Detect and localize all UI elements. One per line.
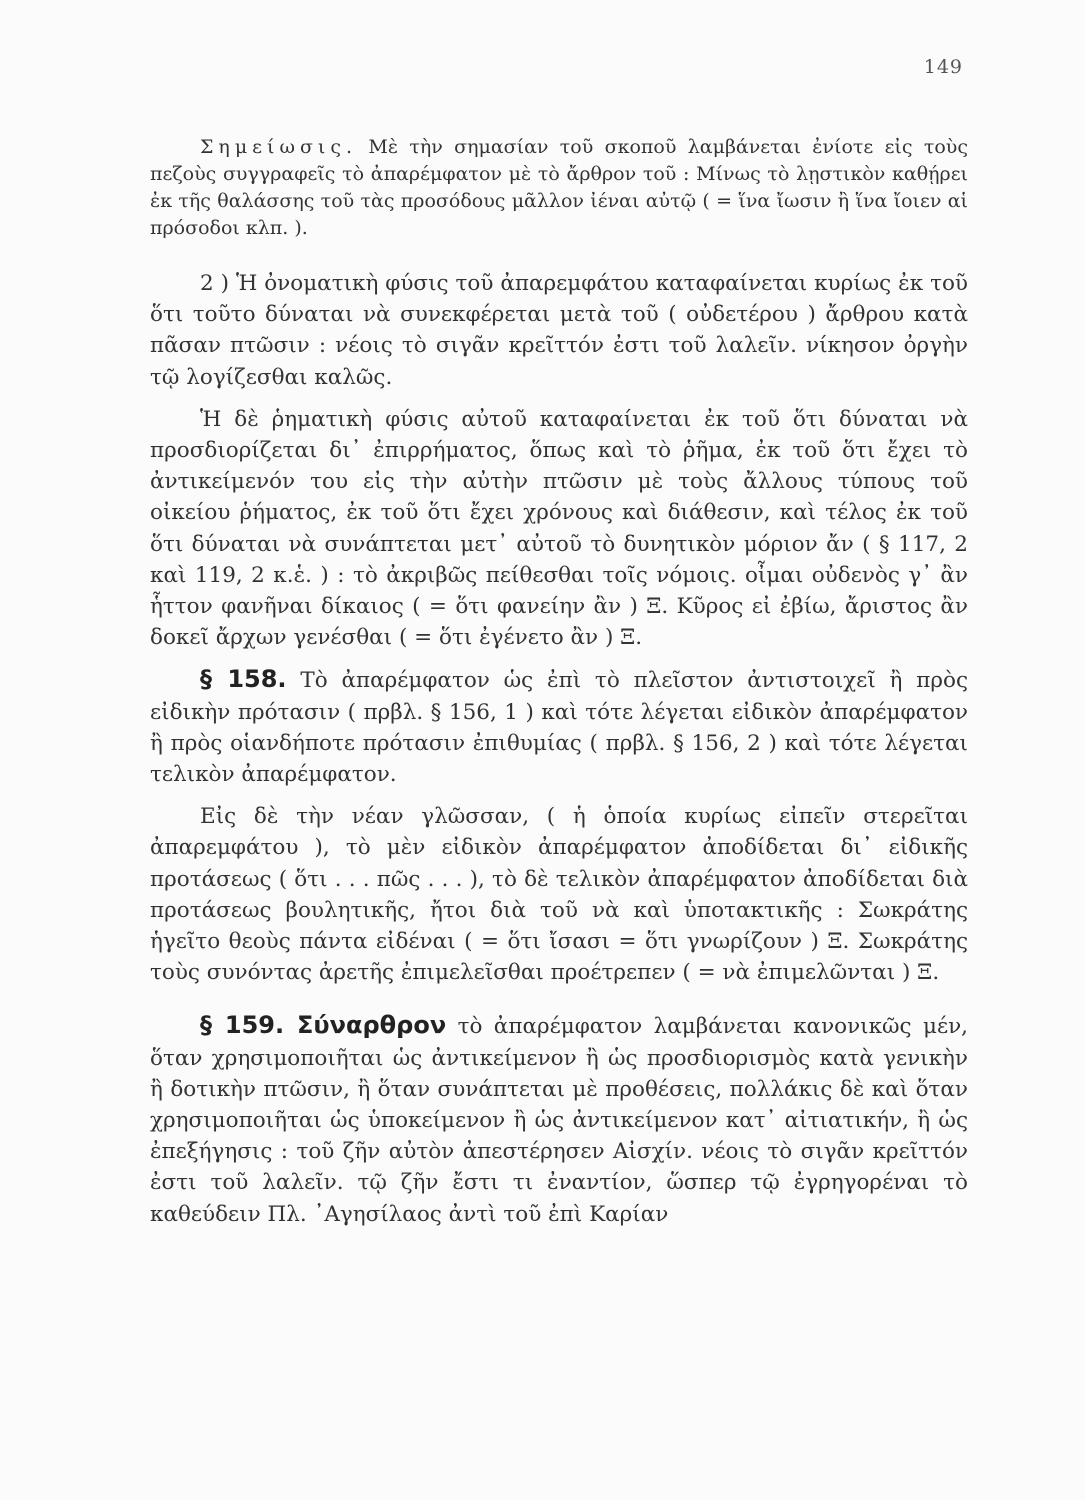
- paragraph-verbal-nature: Ἡ δὲ ῥηματικὴ φύσις αὐτοῦ καταφαίνεται ἐκ τοῦ ὅτι δύναται νὰ προσδιορίζεται δι᾽ ἐπιρρήματος, ὅπως καὶ τὸ ῥῆμα, ἐκ τοῦ ὅτι ἔχει τὸ ἀντικείμενόν του εἰς τὴν αὐτὴν πτῶσιν μὲ τοὺς ἄλλους τύπους τοῦ οἰκείου ῥήματος, ἐκ τοῦ ὅτι ἔχει χρόνους καὶ διάθεσιν, καὶ τέλος ἐκ τοῦ ὅτι δύναται νὰ συνάπτεται μετ᾽ αὐτοῦ τὸ δυνητικὸν μόριον ἄν ( § 117, 2 καὶ 119, 2 κ.ἑ. ) : τὸ ἀκριβῶς πείθεσθαι τοῖς νόμοις. οἶμαι οὐδενὸς γ᾽ ἂν ἧττον φανῆναι δίκαιος ( = ὅτι φανείην ἂν ) Ξ. Κῦρος εἰ ἐβίω, ἄριστος ἂν δοκεῖ ἄρχων γενέσθαι ( = ὅτι ἐγένετο ἂν ) Ξ.: [150, 406, 968, 651]
- note-label: Σημείωσις.: [200, 136, 358, 158]
- section-159-text: τὸ ἀπαρέμφατον λαμβάνεται κανονικῶς μέν, ὅταν χρησιμοποιῆται ὡς ἀντικείμενον ἢ ὡς προσδιορισμὸς κατὰ γενικὴν ἢ δοτικὴν πτῶσιν, ἢ ὅταν συνάπτεται μὲ προθέσεις, πολλάκις δὲ καὶ ὅταν χρησιμοποιῆται ὡς ὑποκείμενον ἢ ὡς ἀντικείμενον κατ᾽ αἰτιατικήν, ἢ ὡς ἐπεξήγησις : τοῦ ζῆν αὐτὸν ἀπεστέρησεν Αἰσχίν. νέοις τὸ σιγᾶν κρεῖττόν ἐστι τοῦ λαλεῖν. τῷ ζῆν ἔστι τι ἐναντίον, ὥσπερ τῷ ἐγρηγορέναι τὸ καθεύδειν Πλ. ᾿Αγησίλαος ἀντὶ τοῦ ἐπὶ Καρίαν: [150, 1014, 969, 1227]
- section-158-heading: § 158.: [200, 665, 287, 694]
- note-paragraph: [150, 134, 968, 242]
- section-159: [150, 1010, 968, 1229]
- section-159-heading: § 159. Σύναρθρον: [200, 1011, 447, 1040]
- section-158: [150, 664, 968, 790]
- text-body: [150, 134, 968, 1241]
- note-text: Μὲ τὴν σημασίαν τοῦ σκοποῦ λαμβάνεται ἐνίοτε εἰς τοὺς πεζοὺς συγγραφεῖς τὸ ἀπαρέμφατον μὲ τὸ ἄρθρον τοῦ : Μίνως τὸ λῃστικὸν καθῄρει ἐκ τῆς θαλάσσης τοῦ τὰς προσόδους μᾶλλον ἰέναι αὐτῷ ( = ἵνα ἴωσιν ἢ ἵνα ἴοιεν αἱ πρόσοδοι κλπ. ).: [150, 136, 968, 239]
- section-158-text: Τὸ ἀπαρέμφατον ὡς ἐπὶ τὸ πλεῖστον ἀντιστοιχεῖ ἢ πρὸς εἰδικὴν πρότασιν ( πρβλ. § 156, 1 ) καὶ τότε λέγεται εἰδικὸν ἀπαρέμφατον ἢ πρὸς οἱανδήποτε πρότασιν ἐπιθυμίας ( πρβλ. § 156, 2 ) καὶ τότε λέγεται τελικὸν ἀπαρέμφατον.: [150, 668, 968, 788]
- paragraph-nominal-nature: 2 ) Ἡ ὀνοματικὴ φύσις τοῦ ἀπαρεμφάτου καταφαίνεται κυρίως ἐκ τοῦ ὅτι τοῦτο δύναται νὰ συνεκφέρεται μετὰ τοῦ ( οὐδετέρου ) ἄρθρου κατὰ πᾶσαν πτῶσιν : νέοις τὸ σιγᾶν κρεῖττόν ἐστι τοῦ λαλεῖν. νίκησον ὀργὴν τῷ λογίζεσθαι καλῶς.: [150, 271, 968, 390]
- page-number: 149: [923, 56, 963, 78]
- paragraph-modern-language: Εἰς δὲ τὴν νέαν γλῶσσαν, ( ἡ ὁποία κυρίως εἰπεῖν στερεῖται ἀπαρεμφάτου ), τὸ μὲν εἰδικὸν ἀπαρέμφατον ἀποδίδεται δι᾽ εἰδικῆς προτάσεως ( ὅτι . . . πῶς . . . ), τὸ δὲ τελικὸν ἀπαρέμφατον ἀποδίδεται διὰ προτάσεως βουλητικῆς, ἤτοι διὰ τοῦ νὰ καὶ ὑποτακτικῆς : Σωκράτης ἡγεῖτο θεοὺς πάντα εἰδέναι ( = ὅτι ἴσασι = ὅτι γνωρίζουν ) Ξ. Σωκράτης τοὺς συνόντας ἀρετῆς ἐπιμελεῖσθαι προέτρεπεν ( = νὰ ἐπιμελῶνται ) Ξ.: [150, 804, 968, 986]
